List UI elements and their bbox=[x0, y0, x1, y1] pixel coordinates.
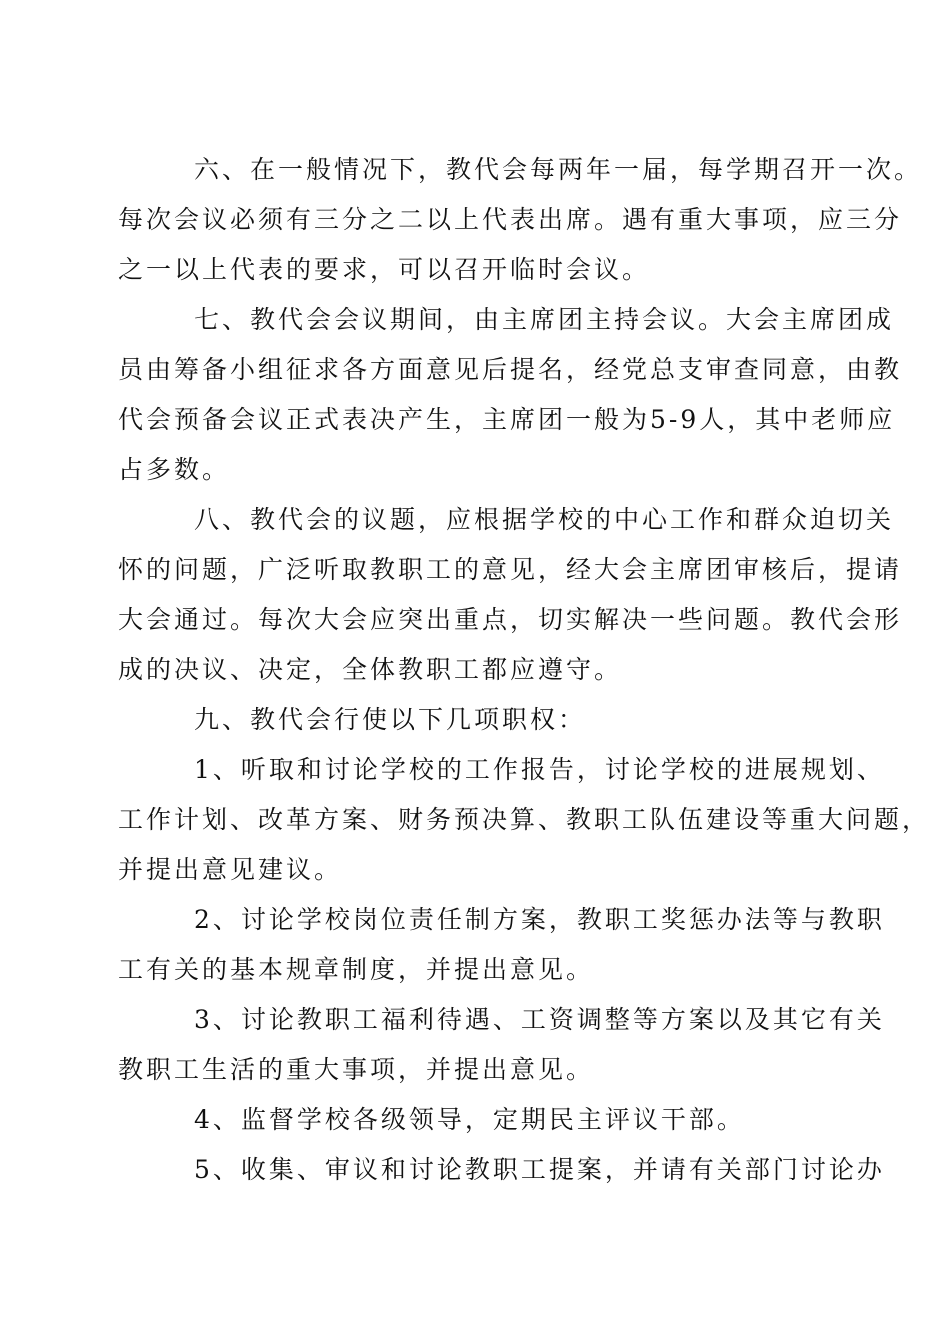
paragraph-7-line-1: 七、教代会会议期间，由主席团主持会议。大会主席团成 bbox=[194, 305, 895, 334]
paragraph-8-line-2: 怀的问题，广泛听取教职工的意见，经大会主席团审核后，提请 bbox=[118, 555, 903, 584]
paragraph-9-heading: 九、教代会行使以下几项职权： bbox=[194, 705, 587, 734]
item-1-line-3: 并提出意见建议。 bbox=[118, 855, 343, 884]
paragraph-8-line-3: 大会通过。每次大会应突出重点，切实解决一些问题。教代会形 bbox=[118, 605, 903, 634]
paragraph-8-line-4: 成的决议、决定，全体教职工都应遵守。 bbox=[118, 655, 623, 684]
paragraph-7-line-2: 员由筹备小组征求各方面意见后提名，经党总支审查同意，由教 bbox=[118, 355, 903, 384]
paragraph-8-line-1: 八、教代会的议题，应根据学校的中心工作和群众迫切关 bbox=[194, 505, 895, 534]
paragraph-6-line-3: 之一以上代表的要求，可以召开临时会议。 bbox=[118, 255, 651, 284]
item-1-line-2: 工作计划、改革方案、财务预决算、教职工队伍建设等重大问题， bbox=[118, 805, 931, 834]
item-4-line-1: 4、监督学校各级领导，定期民主评议干部。 bbox=[194, 1105, 745, 1134]
paragraph-7-line-3: 代会预备会议正式表决产生，主席团一般为5-9人，其中老师应 bbox=[118, 405, 896, 434]
paragraph-6-line-1: 六、在一般情况下，教代会每两年一届，每学期召开一次。 bbox=[194, 155, 923, 184]
item-3-line-2: 教职工生活的重大事项，并提出意见。 bbox=[118, 1055, 595, 1084]
paragraph-6-line-2: 每次会议必须有三分之二以上代表出席。遇有重大事项，应三分 bbox=[118, 205, 903, 234]
item-5-line-1: 5、收集、审议和讨论教职工提案，并请有关部门讨论办 bbox=[194, 1155, 885, 1184]
paragraph-7-line-4: 占多数。 bbox=[118, 455, 231, 484]
item-2-line-1: 2、讨论学校岗位责任制方案，教职工奖惩办法等与教职 bbox=[194, 905, 885, 934]
item-1-line-1: 1、听取和讨论学校的工作报告，讨论学校的进展规划、 bbox=[194, 755, 885, 784]
item-2-line-2: 工有关的基本规章制度，并提出意见。 bbox=[118, 955, 595, 984]
item-3-line-1: 3、讨论教职工福利待遇、工资调整等方案以及其它有关 bbox=[194, 1005, 885, 1034]
